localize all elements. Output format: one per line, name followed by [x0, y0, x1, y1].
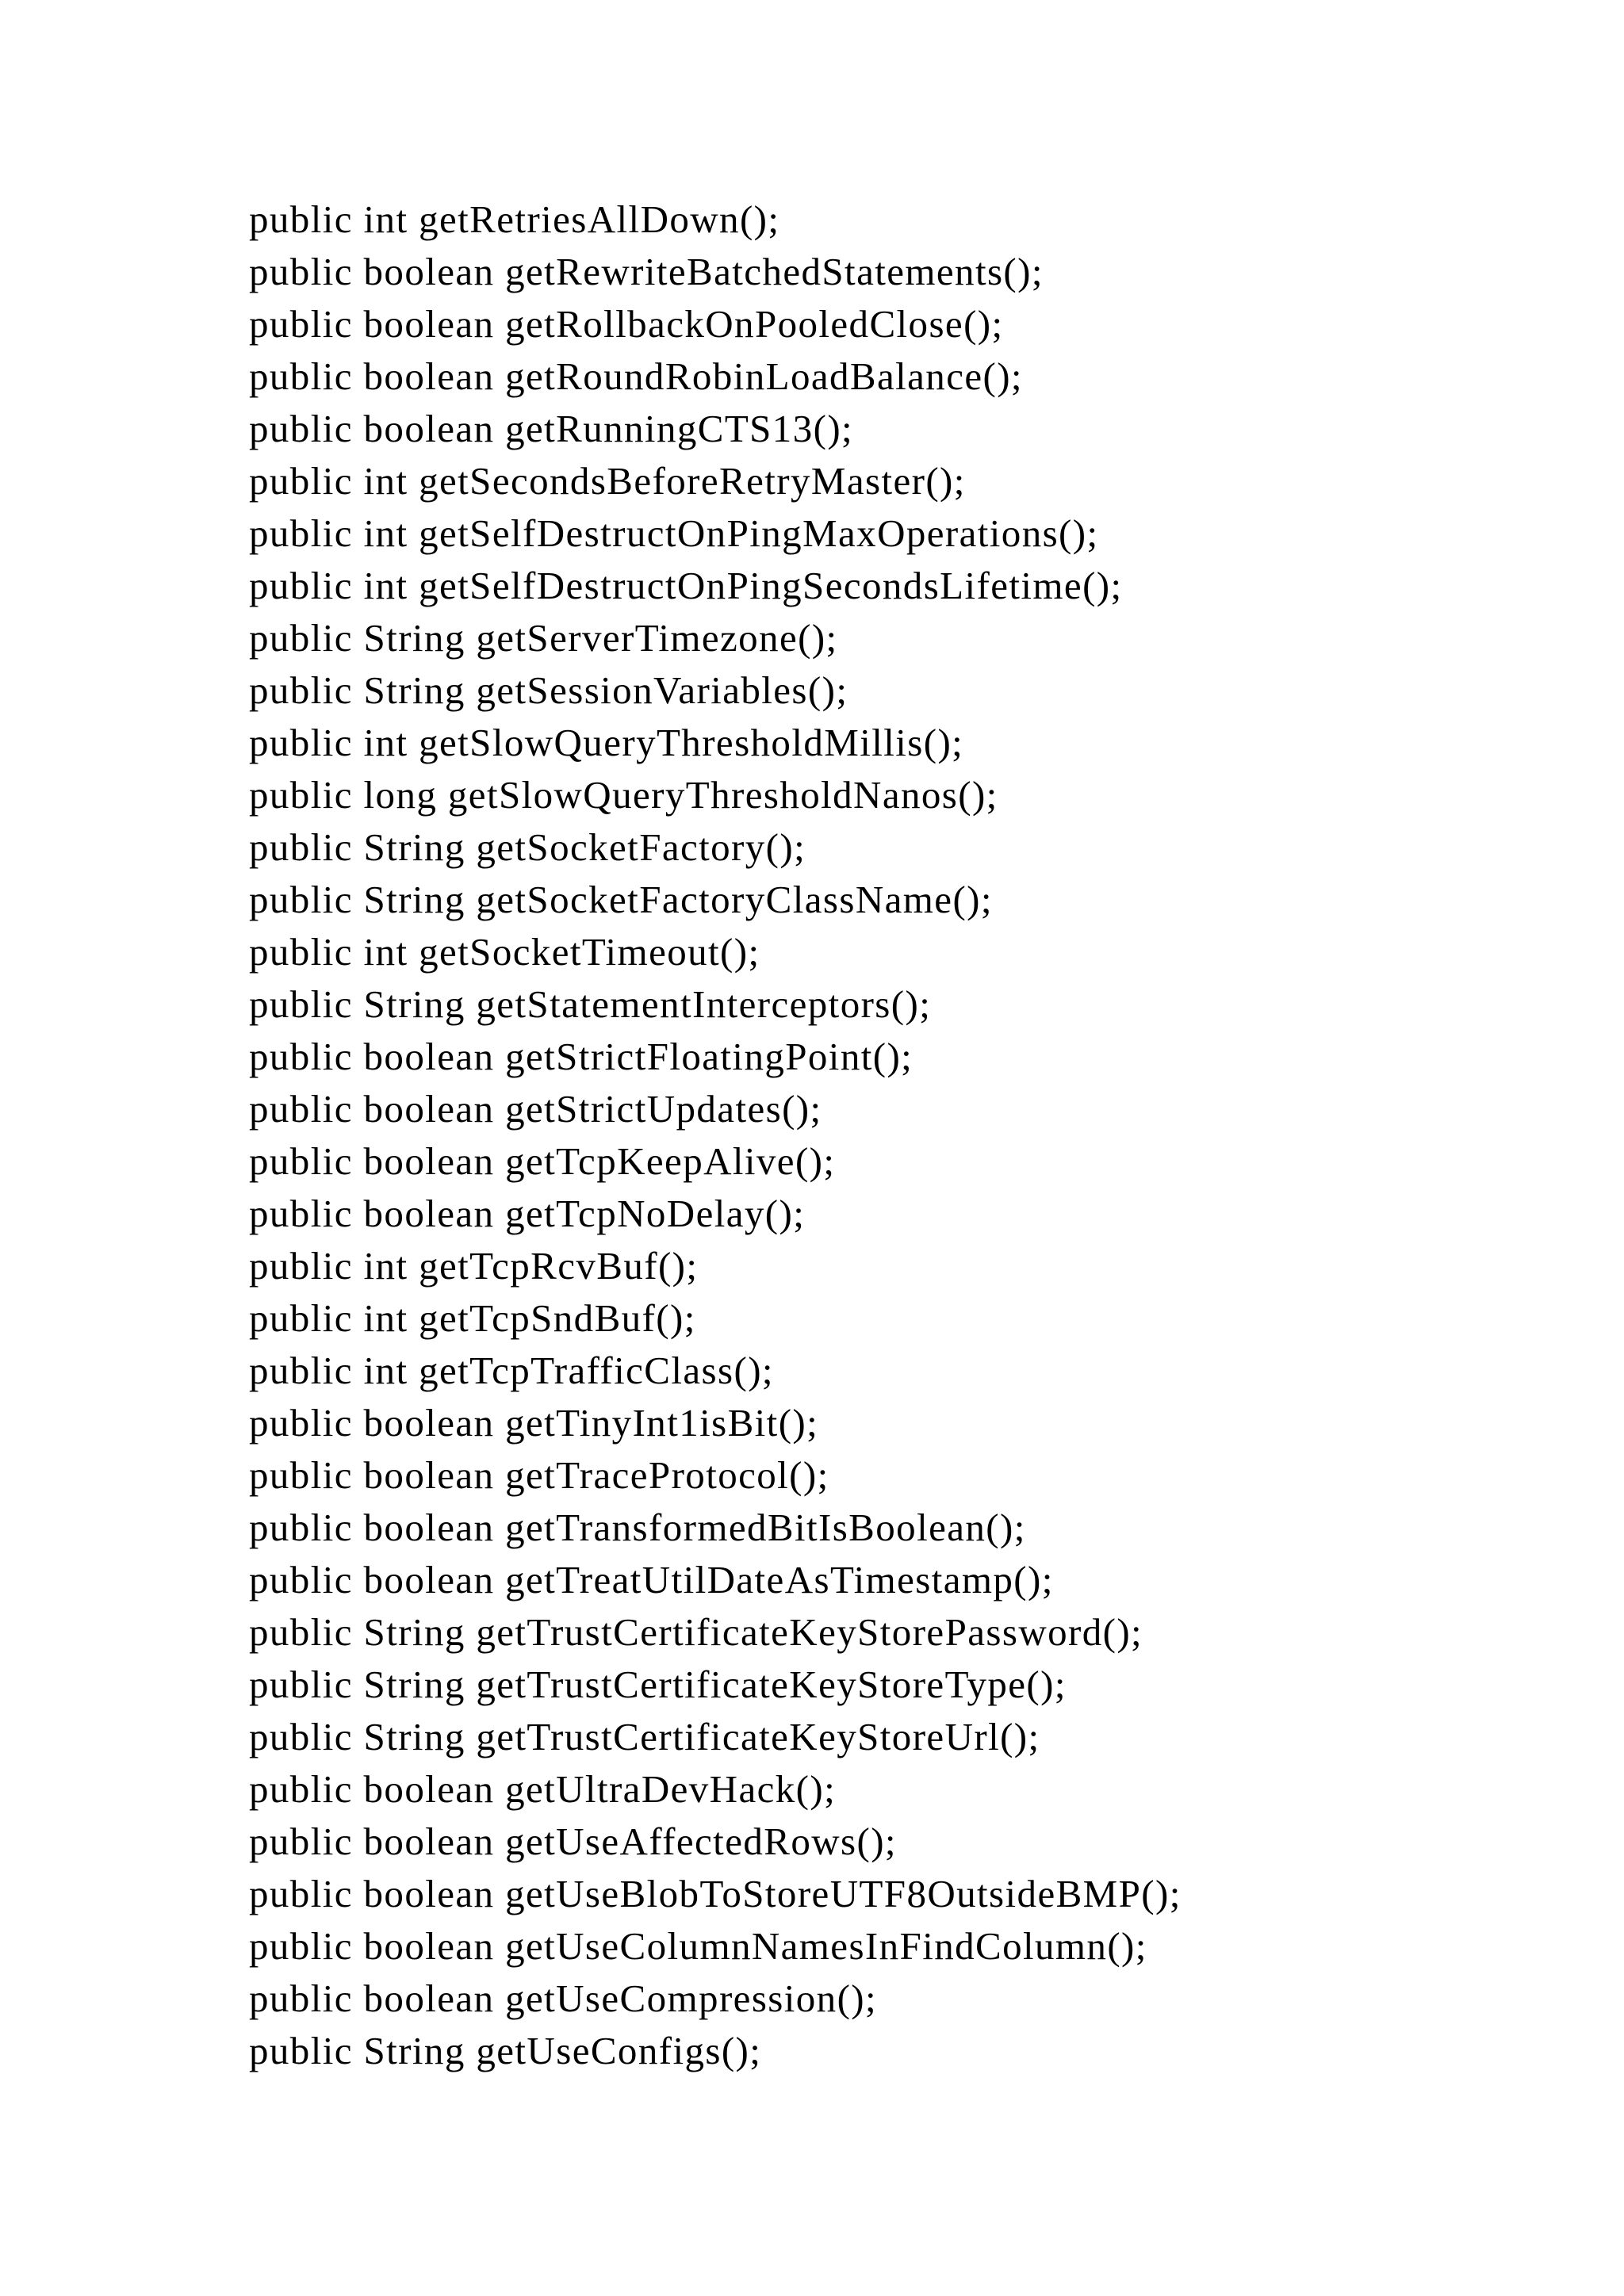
- code-line: public String getTrustCertificateKeyStoreUrl();: [249, 1715, 1040, 1758]
- code-line: public boolean getTcpNoDelay();: [249, 1192, 806, 1235]
- code-line: public int getSelfDestructOnPingMaxOperations();: [249, 511, 1099, 555]
- code-line: public boolean getTcpKeepAlive();: [249, 1139, 836, 1183]
- code-line: public boolean getUseCompression();: [249, 1976, 878, 2020]
- code-line: public int getTcpTrafficClass();: [249, 1349, 774, 1392]
- code-line: public boolean getRunningCTS13();: [249, 407, 854, 450]
- code-line: public boolean getUseAffectedRows();: [249, 1820, 897, 1863]
- code-line: public boolean getUseColumnNamesInFindColumn();: [249, 1924, 1147, 1968]
- code-line: public boolean getRoundRobinLoadBalance();: [249, 354, 1023, 398]
- code-line: public int getSelfDestructOnPingSecondsLifetime();: [249, 564, 1123, 607]
- code-line: public boolean getTraceProtocol();: [249, 1453, 829, 1497]
- code-line: public boolean getTreatUtilDateAsTimestamp();: [249, 1558, 1054, 1601]
- code-line: public boolean getRollbackOnPooledClose();: [249, 302, 1004, 346]
- code-line: public int getSlowQueryThresholdMillis();: [249, 721, 964, 764]
- code-line: public String getSessionVariables();: [249, 668, 848, 712]
- code-line: public String getUseConfigs();: [249, 2029, 762, 2072]
- code-line: public int getSecondsBeforeRetryMaster();: [249, 459, 966, 503]
- code-line: public int getRetriesAllDown();: [249, 197, 780, 241]
- code-line: public boolean getUltraDevHack();: [249, 1767, 837, 1811]
- code-line: public long getSlowQueryThresholdNanos();: [249, 773, 998, 817]
- code-listing: [249, 193, 1597, 2077]
- code-line: public boolean getUseBlobToStoreUTF8OutsideBMP();: [249, 1872, 1182, 1915]
- code-line: public int getSocketTimeout();: [249, 930, 760, 974]
- code-line: public int getTcpRcvBuf();: [249, 1244, 699, 1288]
- code-line: public String getStatementInterceptors();: [249, 982, 932, 1026]
- code-line: public String getSocketFactory();: [249, 825, 806, 869]
- code-line: public boolean getRewriteBatchedStatements();: [249, 250, 1044, 293]
- code-line: public String getSocketFactoryClassName();: [249, 878, 993, 921]
- code-line: public String getTrustCertificateKeyStoreType();: [249, 1663, 1067, 1706]
- code-line: public boolean getStrictUpdates();: [249, 1087, 822, 1131]
- code-line: public boolean getTransformedBitIsBoolean();: [249, 1506, 1026, 1549]
- code-line: public String getServerTimezone();: [249, 616, 838, 660]
- code-line: public boolean getTinyInt1isBit();: [249, 1401, 819, 1445]
- code-line: public boolean getStrictFloatingPoint();: [249, 1035, 914, 1078]
- code-line: public String getTrustCertificateKeyStorePassword();: [249, 1610, 1143, 1654]
- code-line: public int getTcpSndBuf();: [249, 1296, 696, 1340]
